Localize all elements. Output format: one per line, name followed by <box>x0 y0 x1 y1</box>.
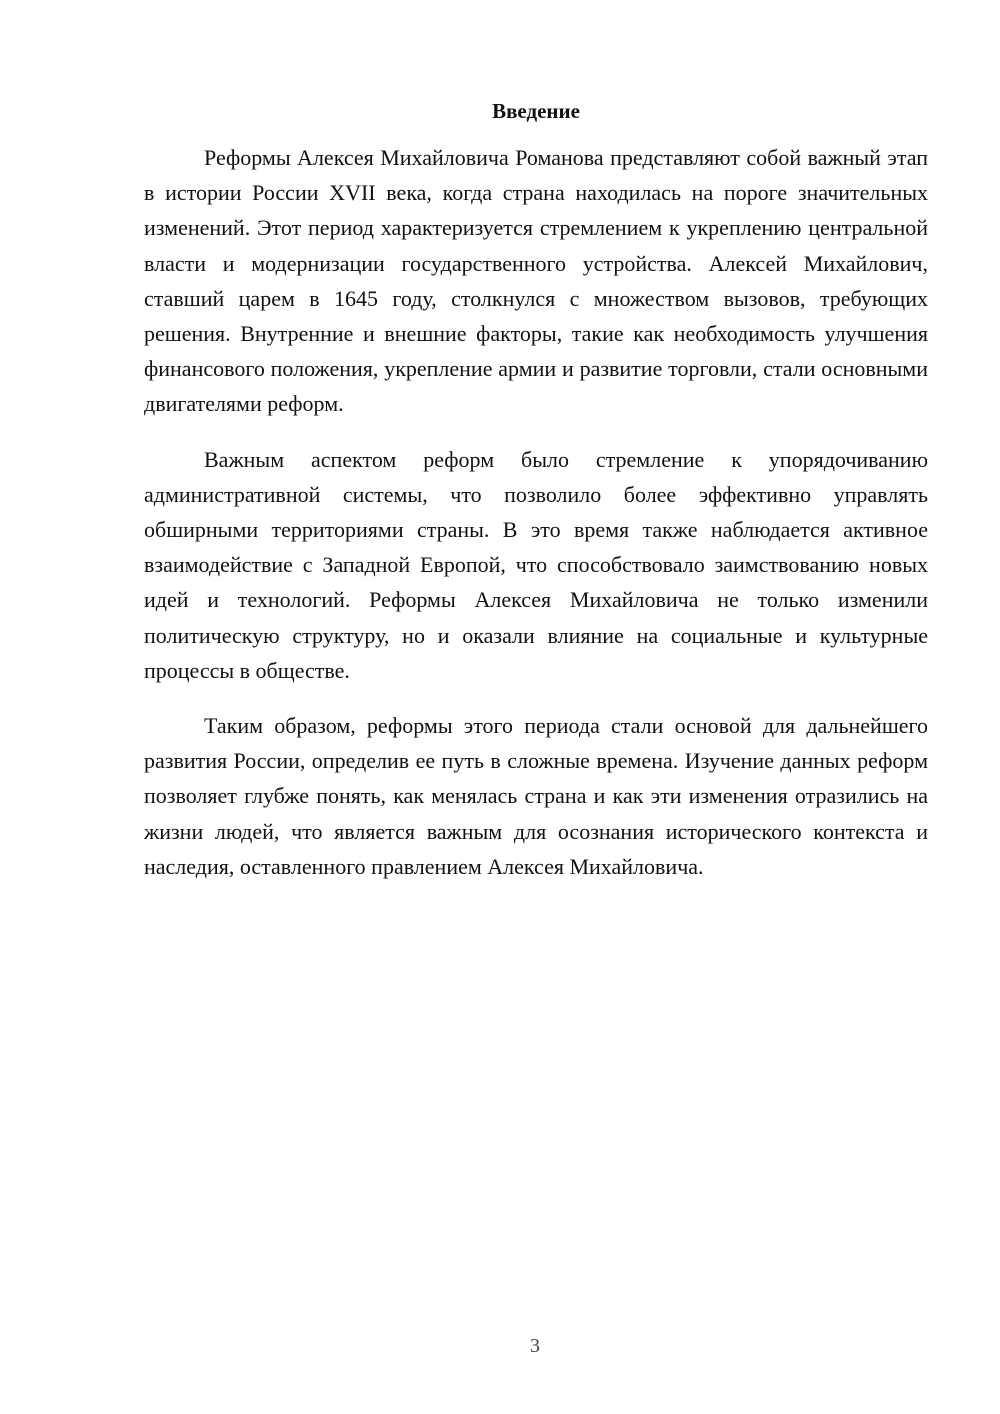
page-content <box>144 96 928 904</box>
paragraph-2: Важным аспектом реформ было стремление к упорядочиванию административной системы, что позволило более эффективно управлять обширными территориями страны. В это время также наблюдается активное взаимодействие с Западной Европой, что способствовало заимствованию новых идей и технологий. Реформы Алексея Михайловича не только изменили политическую структуру, но и оказали влияние на социальные и культурные процессы в обществе. <box>144 446 928 683</box>
paragraph-1: Реформы Алексея Михайловича Романова представляют собой важный этап в истории России XVII века, когда страна находилась на пороге значительных изменений. Этот период характеризуется стремлением к укреплению центральной власти и модернизации государственного устройства. Алексей Михайлович, ставший царем в 1645 году, столкнулся с множеством вызовов, требующих решения. Внутренние и внешние факторы, такие как необходимость улучшения финансового положения, укрепление армии и развитие торговли, стали основными двигателями реформ. <box>144 145 928 417</box>
paragraph-3: Таким образом, реформы этого периода стали основой для дальнейшего развития России, определив ее путь в сложные времена. Изучение данных реформ позволяет глубже понять, как менялась страна и как эти изменения отразились на жизни людей, что является важным для осознания исторического контекста и наследия, оставленного правлением Алексея Михайловича. <box>144 713 928 879</box>
page-number: 3 <box>530 1335 540 1357</box>
section-title: Введение <box>492 99 580 123</box>
